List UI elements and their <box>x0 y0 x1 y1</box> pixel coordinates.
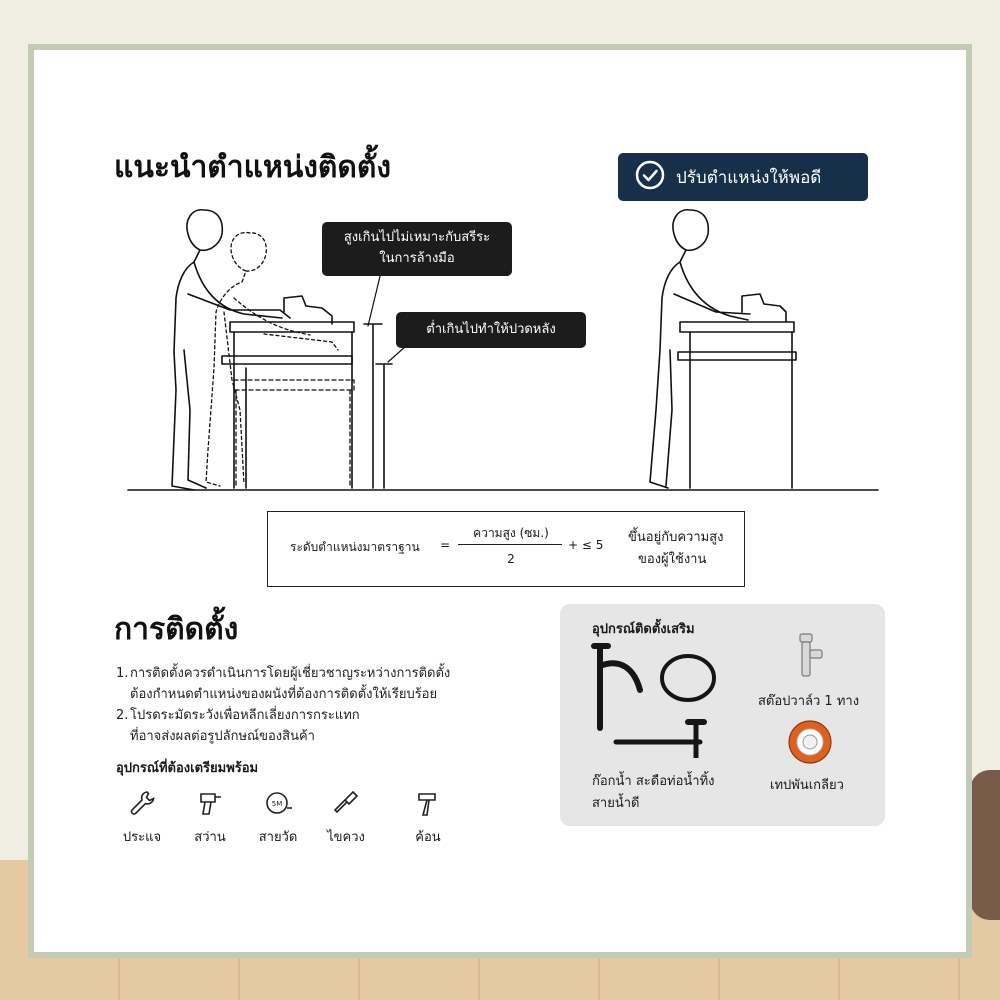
info-card <box>28 44 972 958</box>
cushion-decor <box>970 770 1000 920</box>
drain-icon <box>616 722 700 758</box>
cabinet-correct <box>678 294 796 488</box>
formula-modifier: + ≤ 5 <box>568 538 604 552</box>
height-illustration <box>34 50 966 510</box>
formula-denominator: 2 <box>507 552 515 566</box>
list-item: 2. โปรดระมัดระวังเพื่อหลีกเลี่ยงการกระแทก <box>116 708 360 723</box>
tape-measure-icon <box>248 788 308 818</box>
install-steps <box>116 663 450 747</box>
screwdriver-icon <box>316 788 376 818</box>
cabinet-low <box>234 380 354 488</box>
faucet-icon <box>600 648 640 728</box>
measure-lines <box>364 268 406 488</box>
tool-screwdriver: ไขควง <box>316 788 376 847</box>
callout-too-low: ต่ำเกินไปทำให้ปวดหลัง <box>396 312 586 348</box>
formula-note-1: ขึ้นอยู่กับความสูง <box>628 530 724 545</box>
thread-tape-label: เทปพันเกลียว <box>770 778 844 793</box>
tools-heading: อุปกรณ์ที่ต้องเตรียมพร้อม <box>116 761 259 776</box>
fraction-bar <box>458 544 562 545</box>
wrench-icon <box>112 788 172 818</box>
person-correct-outline <box>650 210 750 488</box>
formula-equals: = <box>440 538 451 552</box>
badge-label: ปรับตำแหน่งให้พอดี <box>676 167 822 188</box>
hose-icon <box>662 656 714 700</box>
height-formula <box>267 511 745 587</box>
faucet-set-label-2: สายน้ำดี <box>592 796 640 811</box>
tool-hammer: ค้อน <box>398 788 458 847</box>
cabinet-high <box>222 296 354 488</box>
list-item-cont: ต้องกำหนดตำแหน่งของผนังที่ต้องการติดตั้งให้เรียบร้อย <box>130 687 438 702</box>
accessories-heading: อุปกรณ์ติดตั้งเสริม <box>592 622 695 637</box>
tool-wrench: ประแจ <box>112 788 172 847</box>
person-low-outline <box>206 233 338 486</box>
faucet-set-label-1: ก๊อกน้ำ สะดือท่อน้ำทิ้ง <box>592 774 715 789</box>
formula-note-2: ของผู้ใช้งาน <box>638 552 707 567</box>
drill-icon <box>180 788 240 818</box>
thread-tape-image <box>786 718 834 766</box>
list-item-cont: ที่อาจส่งผลต่อรูปลักษณ์ของสินค้า <box>130 729 315 744</box>
list-item: 1. การติดตั้งควรดำเนินการโดยผู้เชี่ยวชาญระหว่างการติดตั้ง <box>116 666 451 681</box>
stop-valve-image <box>788 632 828 686</box>
install-title: การติดตั้ง <box>114 612 239 647</box>
formula-numerator: ความสูง (ซม.) <box>473 526 549 540</box>
tool-drill: สว่าน <box>180 788 240 847</box>
tool-tape-measure: 5M สายวัด <box>248 788 308 847</box>
placement-title: แนะนำตำแหน่งติดตั้ง <box>114 150 392 185</box>
accessories-panel <box>560 604 885 826</box>
faucet-set-image <box>580 638 760 758</box>
stop-valve-label: สต๊อปวาล์ว 1 ทาง <box>758 694 860 709</box>
hammer-icon <box>398 788 458 818</box>
svg-text:5M: 5M <box>271 800 283 808</box>
formula-label: ระดับตำแหน่งมาตราฐาน <box>290 540 420 554</box>
callout-too-high: สูงเกินไปไม่เหมาะกับสรีระ ในการล้างมือ <box>322 222 512 276</box>
